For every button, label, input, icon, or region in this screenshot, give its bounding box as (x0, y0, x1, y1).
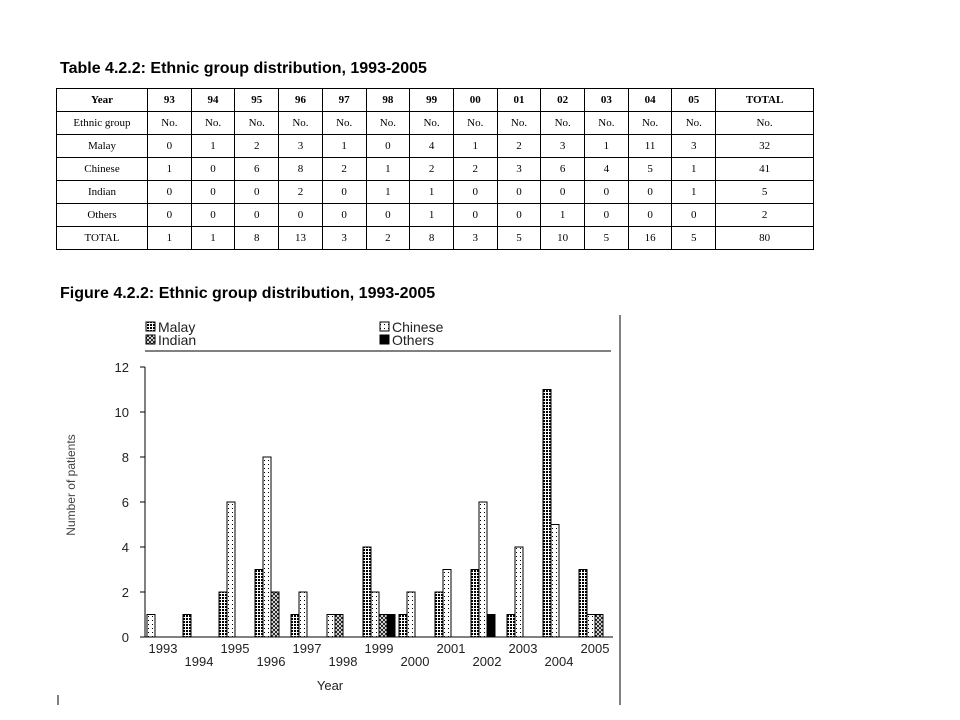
table-header-cell: 97 (322, 89, 366, 112)
bar-indian (335, 615, 343, 638)
table-header-cell: 95 (235, 89, 279, 112)
table-cell: No. (322, 112, 366, 135)
x-tick-label: 1998 (328, 654, 358, 669)
table-cell: 3 (541, 135, 585, 158)
legend-swatch-indian (146, 335, 155, 344)
bar-chinese (327, 615, 335, 638)
table-cell: 11 (628, 135, 672, 158)
bar-malay (219, 592, 227, 637)
bar-indian (595, 615, 603, 638)
table-cell: No. (366, 112, 410, 135)
y-tick-label: 4 (121, 540, 129, 555)
bar-chinese (551, 525, 559, 638)
table-cell: 3 (279, 135, 323, 158)
table-header-cell: TOTAL (716, 89, 814, 112)
table-header-cell: 01 (497, 89, 541, 112)
table-cell: No. (541, 112, 585, 135)
bar-malay (543, 390, 551, 638)
table-cell: 0 (497, 181, 541, 204)
legend-label-chinese: Chinese (392, 319, 444, 335)
figure-title: Figure 4.2.2: Ethnic group distribution, 1993-2005 (60, 285, 436, 302)
table-cell: No. (148, 112, 192, 135)
table-cell: 8 (235, 227, 279, 250)
table-cell: No. (585, 112, 629, 135)
bar-chinese (443, 570, 451, 638)
bar-malay (507, 615, 515, 638)
legend-label-indian: Indian (158, 332, 197, 348)
bar-chinese (587, 615, 595, 638)
x-tick-label: 2003 (508, 641, 538, 656)
table-cell: 4 (585, 158, 629, 181)
bar-series (147, 390, 603, 638)
bar-chinese (147, 615, 155, 638)
table-cell: 41 (716, 158, 814, 181)
x-tick-label: 1995 (220, 641, 250, 656)
table-cell: 4 (410, 135, 454, 158)
legend-label-others: Others (392, 332, 435, 348)
table-cell: 13 (279, 227, 323, 250)
table-cell: 2 (410, 158, 454, 181)
table-cell: 0 (628, 181, 672, 204)
table-cell: 1 (410, 204, 454, 227)
table-cell: 0 (191, 181, 235, 204)
bar-chinese (371, 592, 379, 637)
ethnic-distribution-table (56, 88, 814, 250)
table-cell: 5 (672, 227, 716, 250)
table-row-label: Others (57, 204, 148, 227)
table-cell: 0 (453, 204, 497, 227)
chart-legend (146, 319, 444, 348)
legend-swatch-others (380, 335, 389, 344)
table-row-label: TOTAL (57, 227, 148, 250)
table-cell: 2 (497, 135, 541, 158)
table-cell: 1 (148, 227, 192, 250)
table-cell: 2 (279, 181, 323, 204)
table-cell: 1 (541, 204, 585, 227)
table-row-label: Chinese (57, 158, 148, 181)
table-cell: 3 (322, 227, 366, 250)
table-cell: 8 (279, 158, 323, 181)
table-cell: 0 (235, 181, 279, 204)
table-cell: 3 (453, 227, 497, 250)
x-tick-label: 1997 (292, 641, 322, 656)
table-cell: 1 (410, 181, 454, 204)
legend-swatch-malay (146, 322, 155, 331)
x-tick-label: 2000 (400, 654, 430, 669)
table-cell: 10 (541, 227, 585, 250)
table-cell: No. (279, 112, 323, 135)
table-cell: 1 (672, 181, 716, 204)
table-row-label: Indian (57, 181, 148, 204)
table-cell: 0 (322, 204, 366, 227)
table-row (57, 204, 814, 227)
table-cell: No. (497, 112, 541, 135)
bar-chinese (227, 502, 235, 637)
table-cell: 32 (716, 135, 814, 158)
table-row (57, 227, 814, 250)
table-header-cell: 94 (191, 89, 235, 112)
table-row (57, 135, 814, 158)
table-header-cell: 05 (672, 89, 716, 112)
x-tick-label: 2001 (436, 641, 466, 656)
table-cell: 0 (148, 204, 192, 227)
table-cell: 0 (585, 181, 629, 204)
table-header-cell: 99 (410, 89, 454, 112)
table-cell: 0 (585, 204, 629, 227)
table-cell: 6 (235, 158, 279, 181)
table-cell: No. (410, 112, 454, 135)
table-header-cell: 03 (585, 89, 629, 112)
y-tick-label: 8 (121, 450, 129, 465)
bar-others (487, 615, 495, 638)
table-cell: 2 (235, 135, 279, 158)
legend-label-malay: Malay (158, 319, 196, 335)
table-cell: 3 (672, 135, 716, 158)
table-cell: 2 (453, 158, 497, 181)
table-cell: 1 (366, 158, 410, 181)
ethnic-distribution-bar-chart (0, 300, 960, 720)
table-cell: 1 (453, 135, 497, 158)
table-row (57, 181, 814, 204)
bar-chinese (479, 502, 487, 637)
table-cell: 0 (148, 181, 192, 204)
table-cell: No. (235, 112, 279, 135)
x-tick-label: 2004 (544, 654, 574, 669)
table-row (57, 112, 814, 135)
table-cell: 1 (366, 181, 410, 204)
table-cell: 16 (628, 227, 672, 250)
table-row-label: Ethnic group (57, 112, 148, 135)
table-header-row (57, 89, 814, 112)
x-tick-label: 2005 (580, 641, 610, 656)
table-title: Table 4.2.2: Ethnic group distribution, 1993-2005 (60, 60, 427, 77)
legend-swatch-chinese (380, 322, 389, 331)
bar-others (387, 615, 395, 638)
y-tick-label: 0 (121, 630, 129, 645)
table-cell: 0 (191, 204, 235, 227)
y-axis-title: Number of patients (64, 434, 78, 536)
table-cell: 5 (497, 227, 541, 250)
bar-chinese (263, 457, 271, 637)
table-row (57, 158, 814, 181)
x-tick-label: 2002 (472, 654, 502, 669)
table-cell: 1 (672, 158, 716, 181)
table-cell: 1 (585, 135, 629, 158)
table-cell: 0 (628, 204, 672, 227)
table-cell: 5 (716, 181, 814, 204)
y-tick-label: 2 (121, 585, 129, 600)
table-cell: 1 (322, 135, 366, 158)
table-header-cell: 00 (453, 89, 497, 112)
table-row-label: Malay (57, 135, 148, 158)
table-header-cell: 02 (541, 89, 585, 112)
table-cell: No. (628, 112, 672, 135)
table-cell: 1 (148, 158, 192, 181)
table-cell: 0 (279, 204, 323, 227)
bar-malay (363, 547, 371, 637)
x-tick-label: 1999 (364, 641, 394, 656)
bar-malay (183, 615, 191, 638)
y-tick-label: 12 (114, 360, 129, 375)
table-cell: 1 (191, 135, 235, 158)
table-header-cell: 96 (279, 89, 323, 112)
x-axis-title: Year (316, 678, 344, 693)
table-cell: 0 (191, 158, 235, 181)
bar-chinese (407, 592, 415, 637)
y-tick-label: 6 (121, 495, 129, 510)
table-header-cell: 04 (628, 89, 672, 112)
table-cell: 0 (453, 181, 497, 204)
table-cell: No. (716, 112, 814, 135)
table-cell: No. (672, 112, 716, 135)
table-header-year: Year (57, 89, 148, 112)
table-cell: 0 (366, 135, 410, 158)
bar-malay (579, 570, 587, 638)
y-tick-label: 10 (114, 405, 129, 420)
table-cell: 3 (497, 158, 541, 181)
table-header-cell: 98 (366, 89, 410, 112)
bar-indian (271, 592, 279, 637)
table-cell: 80 (716, 227, 814, 250)
table-cell: No. (453, 112, 497, 135)
table-cell: 1 (191, 227, 235, 250)
table-cell: No. (191, 112, 235, 135)
table-cell: 5 (585, 227, 629, 250)
table-cell: 5 (628, 158, 672, 181)
table-cell: 2 (322, 158, 366, 181)
y-axis (115, 360, 145, 645)
bar-indian (379, 615, 387, 638)
table-cell: 0 (541, 181, 585, 204)
bar-malay (435, 592, 443, 637)
table-cell: 0 (497, 204, 541, 227)
bar-chinese (299, 592, 307, 637)
bar-chinese (515, 547, 523, 637)
table-cell: 2 (716, 204, 814, 227)
table-cell: 2 (366, 227, 410, 250)
bar-malay (291, 615, 299, 638)
bar-malay (399, 615, 407, 638)
table-cell: 8 (410, 227, 454, 250)
table-header-cell: 93 (148, 89, 192, 112)
x-tick-label: 1993 (148, 641, 178, 656)
bar-malay (471, 570, 479, 638)
table-cell: 0 (235, 204, 279, 227)
table-cell: 0 (322, 181, 366, 204)
table-cell: 0 (148, 135, 192, 158)
x-tick-label: 1996 (256, 654, 286, 669)
table-cell: 0 (366, 204, 410, 227)
x-axis (145, 637, 613, 669)
bar-malay (255, 570, 263, 638)
x-tick-label: 1994 (184, 654, 214, 669)
table-cell: 0 (672, 204, 716, 227)
table-cell: 6 (541, 158, 585, 181)
